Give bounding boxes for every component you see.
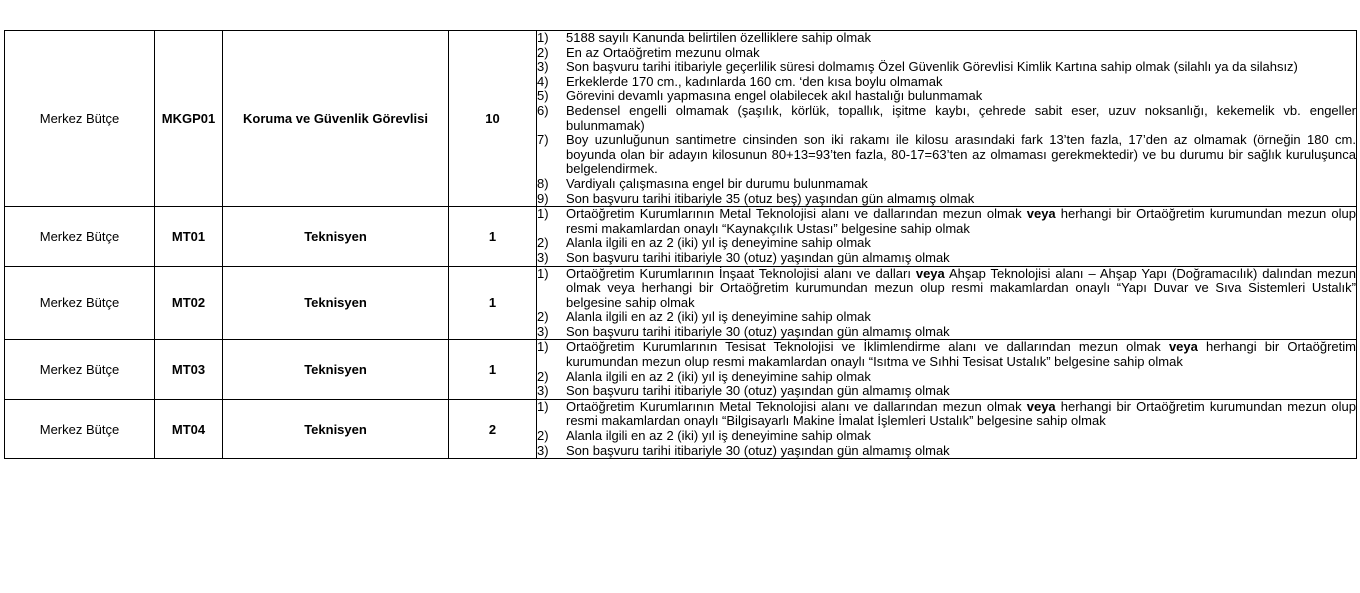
requirement-number: 1) xyxy=(537,398,549,414)
requirement-item xyxy=(537,133,1356,177)
requirement-text-part: Boy uzunluğunun santimetre cinsinden son iki rakamı ile kilosu arasındaki fark 13’ten fazla, 17’den az olmamak (örneğin 180 cm. boyunda olan bir adayın kilosunun 80+13=93’ten fazla, 80-17=63’ten az olmaması gerekmektedir) ve bu durumu bir sağlık kuruluşunca belgelendirmek. xyxy=(566,132,1356,177)
requirement-text-part: Son başvuru tarihi itibariyle 30 (otuz) yaşından gün almamış olmak xyxy=(566,442,950,458)
requirements-cell xyxy=(537,266,1357,340)
requirement-text xyxy=(566,31,1356,46)
requirement-item xyxy=(537,104,1356,133)
requirement-text xyxy=(566,236,1356,251)
requirement-text xyxy=(566,400,1356,429)
requirement-text xyxy=(566,207,1356,236)
position-title-cell: Teknisyen xyxy=(223,399,449,458)
requirement-text-part: Alanla ilgili en az 2 (iki) yıl iş deneyimine sahip olmak xyxy=(566,428,871,444)
unit-cell: Merkez Bütçe xyxy=(5,340,155,399)
requirement-text-part: Ortaöğretim Kurumlarının Metal Teknolojisi alanı ve dallarından mezun olmak xyxy=(566,206,1027,222)
requirement-number: 2) xyxy=(537,368,549,384)
requirement-text xyxy=(566,444,1356,459)
position-code-cell: MKGP01 xyxy=(155,31,223,207)
requirement-text xyxy=(566,340,1356,369)
position-count-cell: 1 xyxy=(449,266,537,340)
position-count-cell: 1 xyxy=(449,340,537,399)
requirement-text-part: Görevini devamlı yapmasına engel olabilecek akıl hastalığı bulunmamak xyxy=(566,88,983,104)
requirement-number: 6) xyxy=(537,102,549,118)
requirement-text xyxy=(566,75,1356,90)
requirements-cell xyxy=(537,207,1357,266)
position-code-cell: MT04 xyxy=(155,399,223,458)
requirement-text-part: Son başvuru tarihi itibariyle 30 (otuz) yaşından gün almamış olmak xyxy=(566,249,950,265)
requirement-text-part: Alanla ilgili en az 2 (iki) yıl iş deneyimine sahip olmak xyxy=(566,368,871,384)
requirement-text xyxy=(566,89,1356,104)
requirement-number: 3) xyxy=(537,383,549,399)
requirement-item xyxy=(537,207,1356,236)
requirement-text-part: Son başvuru tarihi itibariyle 30 (otuz) yaşından gün almamış olmak xyxy=(566,383,950,399)
requirement-item xyxy=(537,370,1356,385)
positions-table xyxy=(4,30,1357,459)
position-title-cell: Koruma ve Güvenlik Görevlisi xyxy=(223,31,449,207)
requirement-text-part: Ortaöğretim Kurumlarının Tesisat Teknolojisi ve İklimlendirme alanı ve dallarından mezun olmak xyxy=(566,339,1169,355)
unit-cell: Merkez Bütçe xyxy=(5,207,155,266)
table-row xyxy=(5,340,1357,399)
requirement-text xyxy=(566,104,1356,133)
requirement-number: 2) xyxy=(537,235,549,251)
requirements-list xyxy=(537,340,1356,398)
requirement-number: 1) xyxy=(537,265,549,281)
unit-cell: Merkez Bütçe xyxy=(5,399,155,458)
table-row xyxy=(5,266,1357,340)
requirement-number: 1) xyxy=(537,339,549,355)
requirement-text-part: Son başvuru tarihi itibariyle 30 (otuz) yaşından gün almamış olmak xyxy=(566,323,950,339)
requirement-text-part: Alanla ilgili en az 2 (iki) yıl iş deneyimine sahip olmak xyxy=(566,235,871,251)
requirement-text xyxy=(566,310,1356,325)
requirement-item xyxy=(537,325,1356,340)
requirement-number: 2) xyxy=(537,44,549,60)
requirement-text-part: En az Ortaöğretim mezunu olmak xyxy=(566,44,760,60)
requirement-text xyxy=(566,384,1356,399)
requirement-number: 3) xyxy=(537,442,549,458)
table-row xyxy=(5,31,1357,207)
requirement-item xyxy=(537,429,1356,444)
position-code-cell: MT02 xyxy=(155,266,223,340)
requirement-item xyxy=(537,444,1356,459)
requirements-list xyxy=(537,267,1356,340)
requirements-cell xyxy=(537,399,1357,458)
requirement-number: 2) xyxy=(537,428,549,444)
requirement-item xyxy=(537,89,1356,104)
requirement-number: 4) xyxy=(537,73,549,89)
requirement-item xyxy=(537,400,1356,429)
requirement-item xyxy=(537,340,1356,369)
requirement-text-part: herhangi bir Ortaöğretim kurumundan mezun olup resmi makamlardan onaylı “Kaynakçılık Ustası” belgesine sahip olmak xyxy=(566,206,1356,236)
position-code-cell: MT01 xyxy=(155,207,223,266)
requirement-text xyxy=(566,325,1356,340)
requirement-number: 8) xyxy=(537,175,549,191)
requirement-text-part: Ortaöğretim Kurumlarının Metal Teknolojisi alanı ve dallarından mezun olmak xyxy=(566,398,1027,414)
requirement-emphasis: veya xyxy=(1026,398,1056,414)
requirement-emphasis: veya xyxy=(1168,339,1198,355)
requirement-item xyxy=(537,60,1356,75)
requirement-item xyxy=(537,251,1356,266)
requirement-text xyxy=(566,177,1356,192)
requirement-number: 1) xyxy=(537,30,549,45)
requirements-list xyxy=(537,207,1356,265)
table-row xyxy=(5,399,1357,458)
requirement-item xyxy=(537,267,1356,311)
requirement-number: 3) xyxy=(537,323,549,339)
requirement-text-part: Son başvuru tarihi itibariyle 35 (otuz beş) yaşından gün almamış olmak xyxy=(566,190,975,206)
requirement-item xyxy=(537,192,1356,207)
requirement-emphasis: veya xyxy=(915,265,945,281)
requirement-item xyxy=(537,46,1356,61)
requirement-text xyxy=(566,60,1356,75)
requirement-item xyxy=(537,236,1356,251)
requirement-text-part: Ortaöğretim Kurumlarının İnşaat Teknolojisi alanı ve dalları xyxy=(566,265,916,281)
requirement-item xyxy=(537,31,1356,46)
requirement-number: 1) xyxy=(537,206,549,222)
requirement-text-part: Erkeklerde 170 cm., kadınlarda 160 cm. ‘den kısa boylu olmamak xyxy=(566,73,943,89)
requirement-text xyxy=(566,251,1356,266)
requirement-number: 3) xyxy=(537,59,549,75)
requirement-number: 5) xyxy=(537,88,549,104)
requirement-item xyxy=(537,75,1356,90)
requirement-text-part: 5188 sayılı Kanunda belirtilen özelliklere sahip olmak xyxy=(566,30,871,45)
requirement-text-part: Alanla ilgili en az 2 (iki) yıl iş deneyimine sahip olmak xyxy=(566,309,871,325)
position-title-cell: Teknisyen xyxy=(223,266,449,340)
requirements-list xyxy=(537,400,1356,458)
requirements-list xyxy=(537,31,1356,206)
requirement-item xyxy=(537,177,1356,192)
requirement-item xyxy=(537,384,1356,399)
requirement-text xyxy=(566,370,1356,385)
requirements-cell xyxy=(537,340,1357,399)
requirement-text xyxy=(566,46,1356,61)
requirement-number: 3) xyxy=(537,249,549,265)
requirement-number: 7) xyxy=(537,132,549,148)
requirements-cell xyxy=(537,31,1357,207)
position-count-cell: 10 xyxy=(449,31,537,207)
unit-cell: Merkez Bütçe xyxy=(5,31,155,207)
requirement-text-part: herhangi bir Ortaöğretim kurumundan mezun olup resmi makamlardan onaylı “Bilgisayarlı Makine İmalat İşlemleri Ustalık” belgesine sahip olmak xyxy=(566,398,1356,429)
requirement-text-part: herhangi bir Ortaöğretim kurumundan mezun olup resmi makamlardan onaylı “Isıtma ve Sıhhi Tesisat Ustalık” belgesine sahip olmak xyxy=(566,339,1356,370)
position-title-cell: Teknisyen xyxy=(223,207,449,266)
requirement-text xyxy=(566,133,1356,177)
requirement-text-part: Son başvuru tarihi itibariyle geçerlilik süresi dolmamış Özel Güvenlik Görevlisi Kimlik Kartına sahip olmak (silahlı ya da silahsız) xyxy=(566,59,1298,75)
requirement-emphasis: veya xyxy=(1026,206,1056,222)
requirement-number: 2) xyxy=(537,309,549,325)
position-count-cell: 1 xyxy=(449,207,537,266)
requirement-text-part: Bedensel engelli olmamak (şaşılık, körlük, topallık, işitme kaybı, çehrede sabit eser, uzuv noksanlığı, kekemelik vb. engeller bulunmamak) xyxy=(566,102,1356,133)
requirement-text xyxy=(566,429,1356,444)
requirement-text xyxy=(566,192,1356,207)
unit-cell: Merkez Bütçe xyxy=(5,266,155,340)
table-row xyxy=(5,207,1357,266)
positions-table-body xyxy=(5,31,1357,459)
requirement-text-part: Vardiyalı çalışmasına engel bir durumu bulunmamak xyxy=(566,175,868,191)
position-count-cell: 2 xyxy=(449,399,537,458)
position-code-cell: MT03 xyxy=(155,340,223,399)
requirement-text-part: Ahşap Teknolojisi alanı – Ahşap Yapı (Doğramacılık) dalından mezun olmak veya herhangi bir Ortaöğretim kurumundan mezun olup resmi makamlardan onaylı “Yapı Duvar ve Sıva Sistemleri Ustalık” belgesine sahip olmak xyxy=(566,265,1356,310)
position-title-cell: Teknisyen xyxy=(223,340,449,399)
requirement-text xyxy=(566,267,1356,311)
requirement-number: 9) xyxy=(537,190,549,206)
requirement-item xyxy=(537,310,1356,325)
